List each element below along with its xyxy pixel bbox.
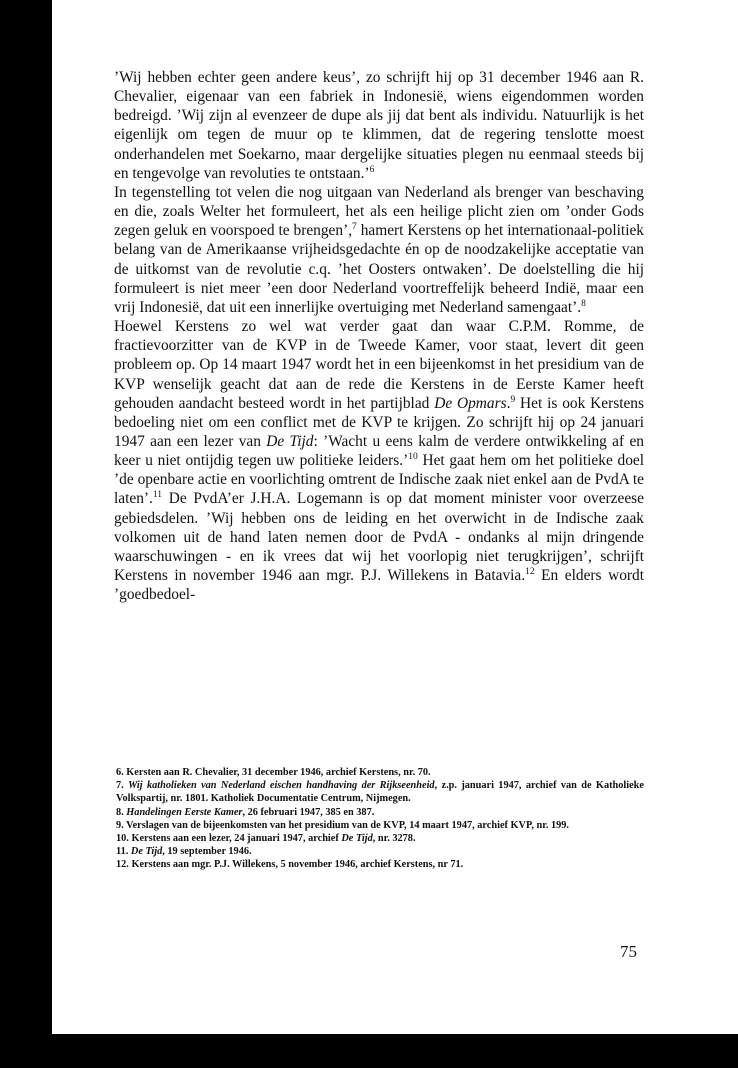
text-run: 8. — [116, 806, 127, 818]
text-run: In tegenstelling tot velen die nog uitgaan van Nederland als brenger van beschaving en die, zoals Welter het formuleert, het als een heilige plicht zien om ’onder Gods zegen geluk en voorspoed te brengen’, — [114, 183, 644, 240]
italic-title: De Tijd — [130, 846, 163, 858]
page-number: 75 — [620, 942, 637, 961]
text-run: , z.p. januari 1947, archief van de Katholieke Volkspartij, nr. 1801. Katholiek Documentatie Centrum, Nijmegen. — [116, 780, 644, 805]
body-text — [114, 68, 644, 604]
footnotes — [116, 766, 644, 872]
text-run: 9. Verslagen van de bijeenkomsten van het presidium van de KVP, 14 maart 1947, archief KVP, nr. 199. — [116, 819, 569, 831]
left-scan-border — [0, 0, 52, 1068]
footnote — [116, 806, 644, 819]
italic-title: Wij katholieken van Nederland eischen handhaving der Rijkseenheid — [128, 780, 435, 792]
footnote — [116, 766, 644, 779]
footnote-ref: 9 — [510, 394, 516, 405]
bottom-scan-border — [0, 1034, 738, 1068]
text-run: . — [506, 394, 511, 412]
footnote-ref: 10 — [408, 452, 418, 463]
italic-title: De Tijd — [266, 432, 314, 450]
footnote — [116, 845, 644, 858]
paragraph — [114, 317, 644, 604]
text-run: 7. — [116, 780, 129, 792]
text-run: En elders wordt ’goedbedoel- — [114, 567, 644, 604]
text-run: ’Wij hebben echter geen andere keus’, zo schrijft hij op 31 december 1946 aan R. Chevalier, eigenaar van een fabriek in Indonesië, wiens eigendommen worden bedreigd. ’Wij zijn al evenzeer de dupe als jij dat bent als individu. Natuurlijk is het eigenlijk om tegen de muur op te klimmen, dat de regering tenslotte moest onderhandelen met Soekarno, maar dergelijke situaties plegen nu eenmaal steeds bij en tengevolge van revoluties te ontstaan.’ — [114, 69, 644, 182]
footnote-ref: 6 — [369, 164, 375, 175]
footnote-ref: 7 — [352, 222, 357, 233]
text-run: 12. Kerstens aan mgr. P.J. Willekens, 5 november 1946, archief Kerstens, nr 71. — [116, 859, 464, 871]
text-run: Het gaat hem om het politieke doel ’de openbare actie en voorlichting omtrent de Indische zaak niet enkel aan de PvdA te laten’. — [114, 452, 644, 508]
footnote-ref: 12 — [525, 567, 535, 578]
italic-title: De Opmars — [434, 394, 507, 412]
footnote — [116, 858, 644, 871]
text-run: 11. — [116, 846, 131, 858]
footnote — [116, 819, 644, 832]
italic-title: De Tijd — [341, 833, 373, 845]
text-run: Hoewel Kerstens zo wel wat verder gaat dan waar C.P.M. Romme, de fractievoorzitter van de KVP in de Tweede Kamer, voor staat, levert dit geen probleem op. Op 14 maart 1947 wordt het in een bijeenkomst in het presidium van de KVP wenselijk geacht dat aan de rede die Kerstens in de Eerste Kamer heeft gehouden aandacht besteed wordt in het partijblad — [114, 318, 644, 412]
text-run: Het is ook Kerstens bedoeling niet om een conflict met de KVP te krijgen. Zo schrijft hij op 24 januari 1947 aan een lezer van — [114, 394, 644, 450]
text-run: : ’Wacht u eens kalm de verdere ontwikkeling af en keer u niet ontijdig tegen uw politieke leiders.’ — [114, 432, 644, 470]
footnote-ref: 8 — [581, 298, 586, 309]
text-run: , 19 september 1946. — [162, 846, 252, 858]
text-run: De PvdA’er J.H.A. Logemann is op dat moment minister voor overzeese gebiedsdelen. ’Wij hebben ons de leiding en het overwicht in de Indische zaak volkomen uit de hand laten nemen door de PvdA - ondanks al mijn dringende waarschuwingen - en ik vrees dat wij het voorlopig niet terugkrijgen’, schrijft Kerstens in november 1946 aan mgr. P.J. Willekens in Batavia. — [114, 490, 644, 585]
text-run: , nr. 3278. — [372, 833, 416, 845]
paragraph — [114, 183, 644, 317]
footnote-ref: 11 — [152, 490, 163, 501]
italic-title: Handelingen Eerste Kamer — [126, 806, 243, 818]
text-run: 6. Kersten aan R. Chevalier, 31 december 1946, archief Kerstens, nr. 70. — [116, 767, 431, 778]
text-run: , 26 februari 1947, 385 en 387. — [242, 806, 375, 818]
paragraph — [114, 68, 644, 183]
text-run: hamert Kerstens op het internationaal-politiek belang van de Amerikaanse vrijheidsgedachte én op de noodzakelijke acceptatie van de uitkomst van de revolutie c.q. ’het Oosters ontwaken’. De doelstelling die hij formuleert is niet meer ’een door Nederland voortreffelijk beheerd Indië, maar een vrij Indonesië, dat uit een innerlijke overtuiging met Nederland samengaat’. — [114, 222, 644, 316]
footnote — [116, 832, 644, 845]
footnote — [116, 779, 644, 805]
text-run: 10. Kerstens aan een lezer, 24 januari 1947, archief — [116, 833, 342, 845]
